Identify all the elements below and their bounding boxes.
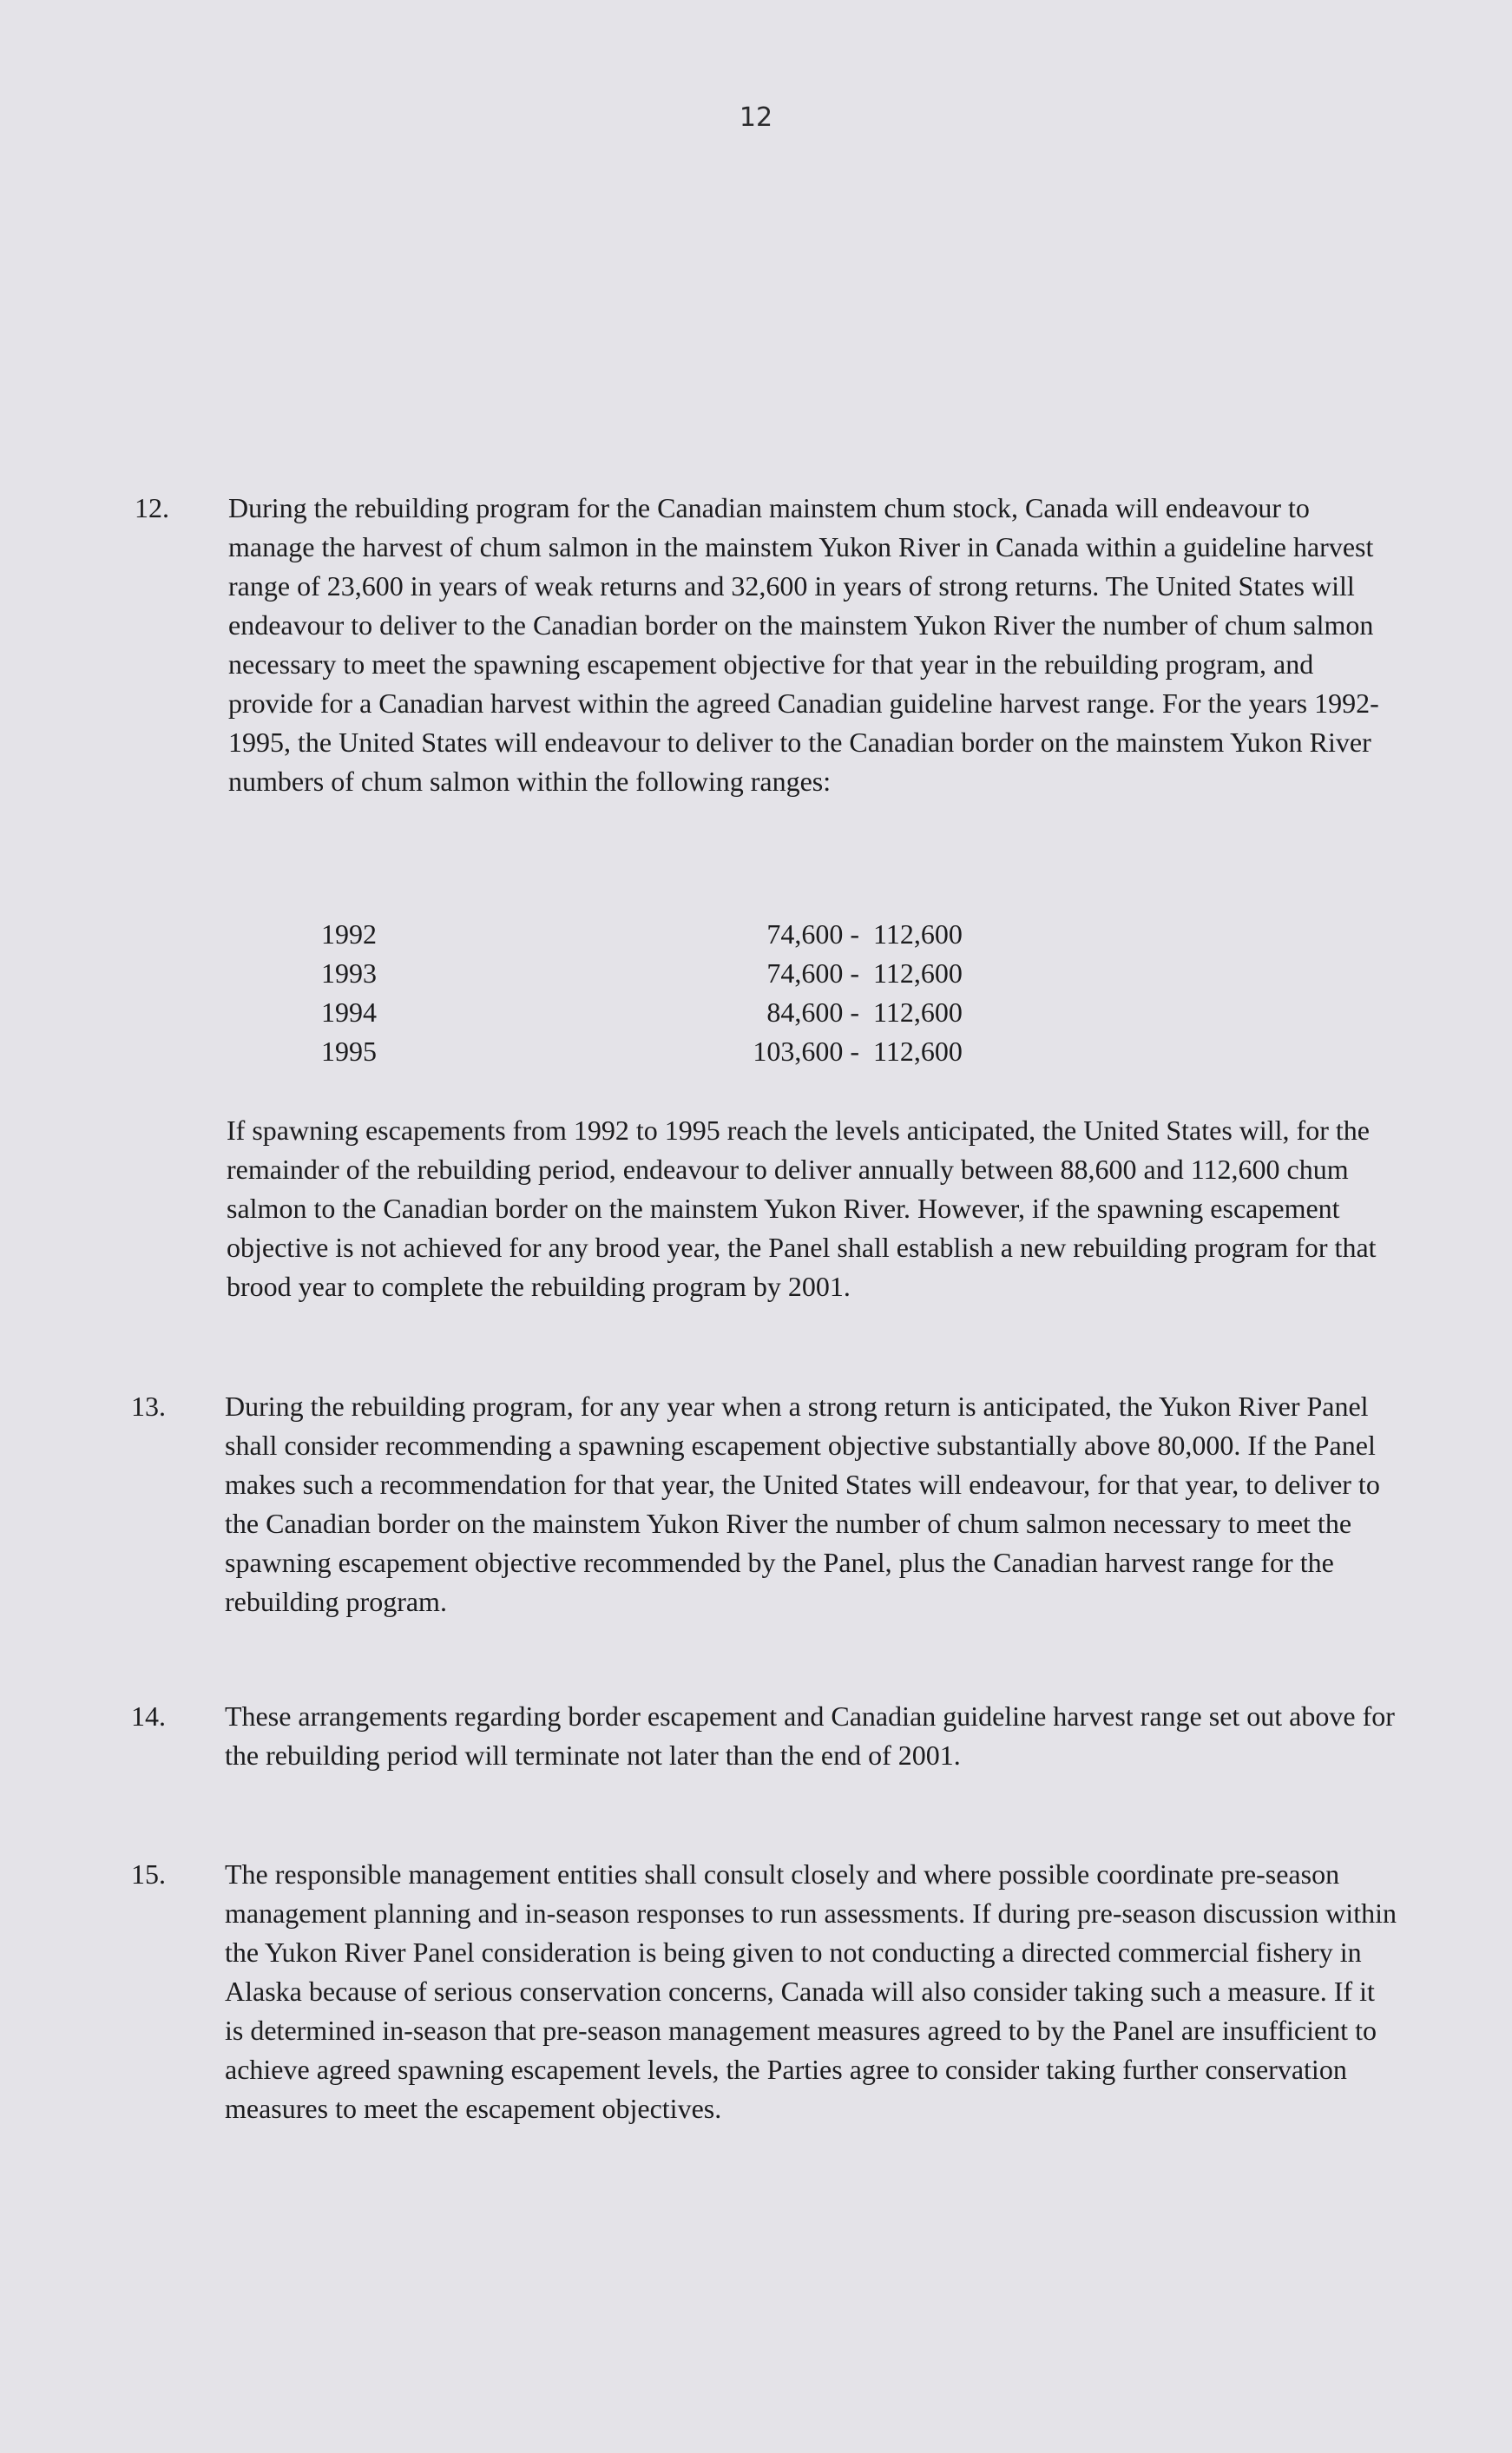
year-cell: 1992 bbox=[321, 918, 377, 950]
table-row bbox=[321, 1032, 1003, 1071]
year-cell: 1995 bbox=[321, 1036, 377, 1067]
range-low-cell: 74,600 - bbox=[766, 918, 859, 950]
paragraph-text: During the rebuilding program, for any year when a strong return is anticipated, the Yukon River Panel shall consider recommending a spawning escapement objective substantially above 80,000. If the Panel makes such a recommendation for that year, the United States will endeavour, for that year, to deliver to the Canadian border on the mainstem Yukon River the number of chum salmon necessary to meet the spawning escapement objective recommended by the Panel, plus the Canadian harvest range for the rebuilding program. bbox=[225, 1391, 1380, 1617]
paragraph-number: 13. bbox=[131, 1391, 166, 1422]
range-high-cell: 112,600 bbox=[873, 918, 963, 950]
range-high-cell: 112,600 bbox=[873, 996, 963, 1028]
paragraph-13 bbox=[131, 1387, 1397, 1621]
range-high-cell: 112,600 bbox=[873, 957, 963, 989]
paragraph-text: These arrangements regarding border escapement and Canadian guideline harvest range set out above for the rebuilding period will terminate not later than the end of 2001. bbox=[225, 1700, 1395, 1771]
table-row bbox=[321, 954, 1003, 993]
paragraph-number: 12. bbox=[135, 492, 169, 523]
paragraph-12-continuation bbox=[227, 1111, 1398, 1306]
range-high-cell: 112,600 bbox=[873, 1036, 963, 1067]
paragraph-number: 14. bbox=[131, 1700, 166, 1732]
paragraph-text: During the rebuilding program for the Canadian mainstem chum stock, Canada will endeavour to manage the harvest of chum salmon in the mainstem Yukon River in Canada within a guideline harvest range of 23,600 in years of weak returns and 32,600 in years of strong returns. The United States will endeavour to deliver to the Canadian border on the mainstem Yukon River the number of chum salmon necessary to meet the spawning escapement objective for that year in the rebuilding program, and provide for a Canadian harvest within the agreed Canadian guideline harvest range. For the years 1992-1995, the United States will endeavour to deliver to the Canadian border on the mainstem Yukon River numbers of chum salmon within the following ranges: bbox=[228, 492, 1379, 797]
paragraph-text: The responsible management entities shall consult closely and where possible coordinate pre-season management planning and in-season responses to run assessments. If during pre-season discussion within the Yukon River Panel consideration is being given to not conducting a directed commercial fishery in Alaska because of serious conservation concerns, Canada will also consider taking such a measure. If it is determined in-season that pre-season management measures agreed to by the Panel are insufficient to achieve agreed spawning escapement levels, the Parties agree to consider taking further conservation measures to meet the escapement objectives. bbox=[225, 1858, 1397, 2124]
table-row bbox=[321, 915, 1003, 954]
paragraph-12 bbox=[135, 489, 1400, 801]
escapement-range-table bbox=[321, 915, 1003, 1071]
paragraph-text: If spawning escapements from 1992 to 1995 reach the levels anticipated, the United States will, for the remainder of the rebuilding period, endeavour to deliver annually between 88,600 and 112,600 chum salmon to the Canadian border on the mainstem Yukon River. However, if the spawning escapement objective is not achieved for any brood year, the Panel shall establish a new rebuilding program for that brood year to complete the rebuilding program by 2001. bbox=[227, 1115, 1377, 1302]
year-cell: 1994 bbox=[321, 996, 377, 1028]
year-cell: 1993 bbox=[321, 957, 377, 989]
paragraph-15 bbox=[131, 1855, 1397, 2128]
paragraph-14 bbox=[131, 1697, 1397, 1775]
table-row bbox=[321, 993, 1003, 1032]
paragraph-number: 15. bbox=[131, 1858, 166, 1890]
page-number: 12 bbox=[739, 102, 773, 133]
range-low-cell: 84,600 - bbox=[766, 996, 859, 1028]
range-low-cell: 74,600 - bbox=[766, 957, 859, 989]
range-low-cell: 103,600 - bbox=[753, 1036, 859, 1067]
